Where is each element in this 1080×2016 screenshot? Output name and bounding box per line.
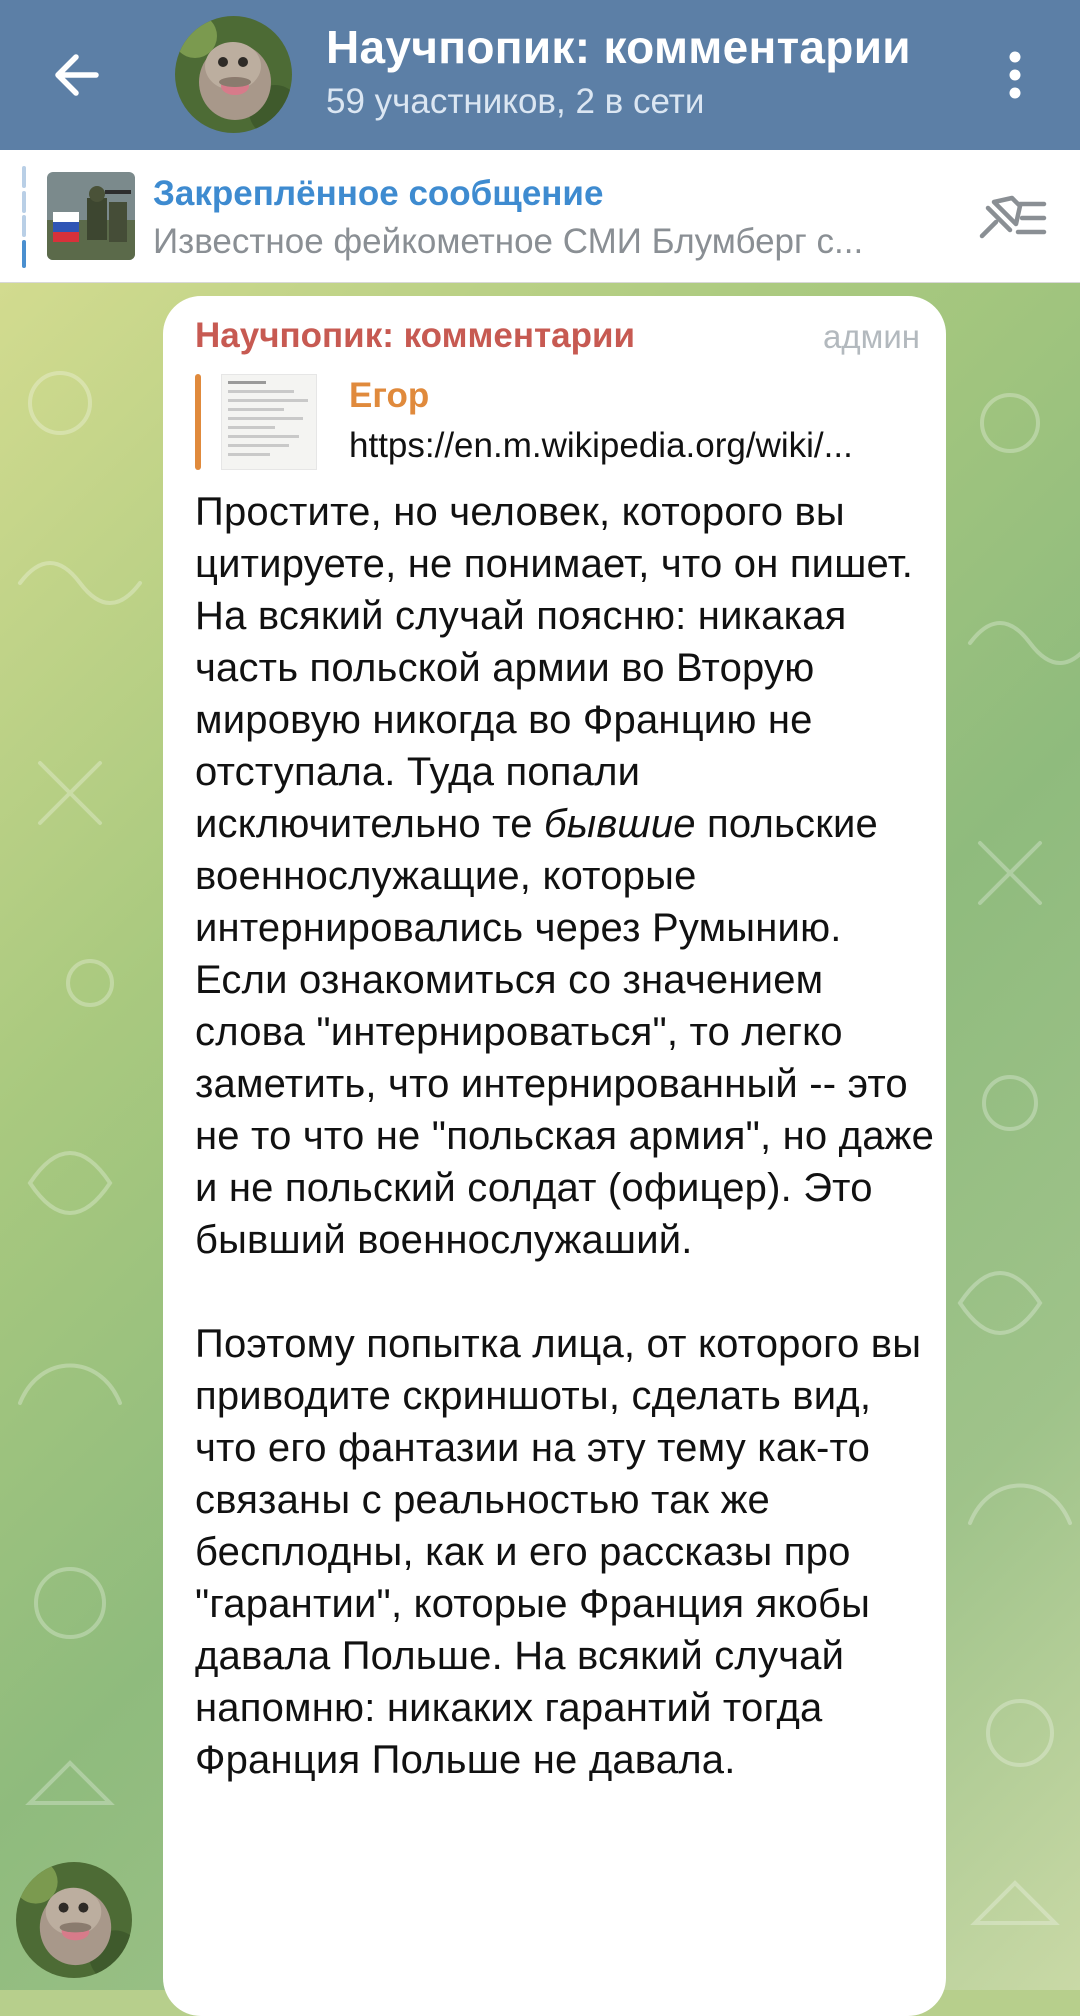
message-author[interactable]: Научпопик: комментарии [195, 316, 635, 355]
reply-author: Егор [349, 376, 430, 415]
pinned-message-preview: Известное фейкометное СМИ Блумберг с... [153, 222, 864, 261]
pinned-message-thumbnail [47, 172, 135, 260]
reply-thumbnail [221, 374, 317, 470]
pinned-message-title: Закреплённое сообщение [153, 174, 604, 213]
back-button[interactable] [36, 40, 116, 110]
pinned-list-button[interactable] [972, 190, 1048, 246]
more-vertical-icon [1008, 51, 1022, 99]
pinned-position-indicator [22, 166, 26, 268]
message-paragraph-1: Простите, но человек, которого вы цитируете, не понимает, что он пишет. На всякий случай поясню: никакая часть польской армии во Вторую мировую никогда во Францию не отступала. Туда попали исключительно те бывшие польские военнослужащие, которые интернировались через Румынию. Если ознакомиться со значением слова "интернироваться", то легко заметить, что интернированный -- это не то что не "польская армия", но даже и не польский солдат (офицер). Это бывший военнослужаший. [195, 490, 935, 1262]
pinned-message-bar[interactable] [0, 150, 1080, 283]
sender-avatar[interactable] [16, 1862, 132, 1978]
more-menu-button[interactable] [985, 40, 1045, 110]
message-text [195, 486, 935, 1786]
message-paragraph-2: Поэтому попытка лица, от которого вы приводите скриншоты, сделать вид, что его фантазии на эту тему как-то связаны с реальностью так же бесплодны, как и его рассказы про "гарантии", которые Франция якобы давала Польше. На всякий случай напомню: никаких гарантий тогда Франция Польше не давала. [195, 1322, 922, 1782]
reply-text: https://en.m.wikipedia.org/wiki/... [349, 426, 853, 465]
chat-header [0, 0, 1080, 150]
pin-list-icon [972, 190, 1048, 246]
chat-members-status: 59 участников, 2 в сети [326, 82, 705, 121]
admin-badge: админ [823, 318, 920, 355]
chat-title[interactable]: Научпопик: комментарии [326, 21, 911, 73]
chat-avatar[interactable] [175, 16, 292, 133]
reply-preview[interactable] [195, 374, 923, 470]
arrow-left-icon [52, 53, 100, 97]
reply-accent-bar [195, 374, 201, 470]
message-bubble[interactable] [163, 296, 946, 2016]
